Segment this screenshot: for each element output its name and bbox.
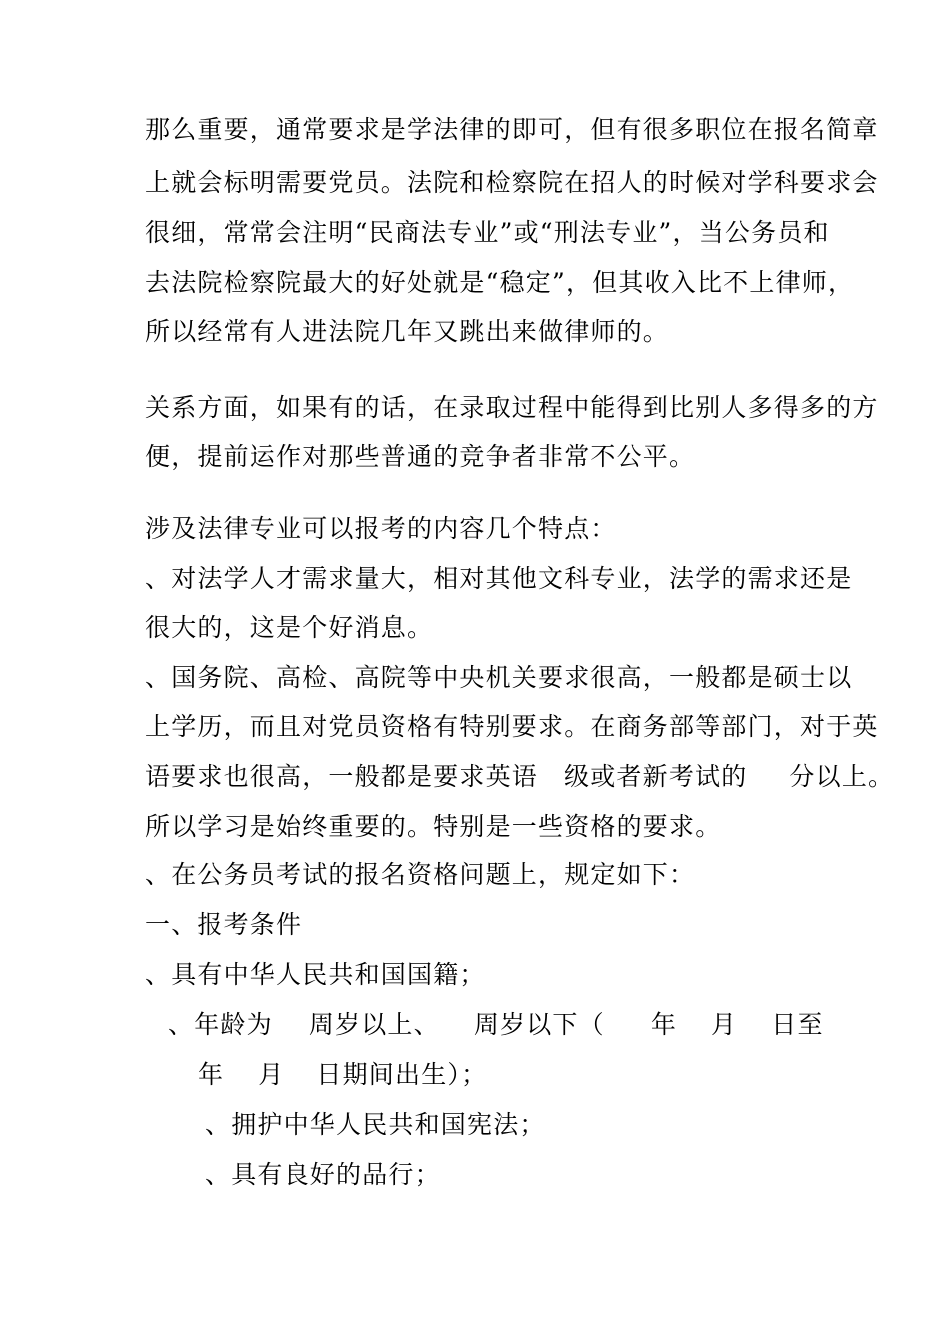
- paragraph-line: 涉及法律专业可以报考的内容几个特点：: [145, 514, 617, 543]
- text-segment: 月: [258, 1060, 285, 1089]
- paragraph-line: 去法院检察院最大的好处就是“稳定”，但其收入比不上律师，: [145, 268, 855, 297]
- section-heading: 一、报考条件: [145, 910, 303, 939]
- text-segment: 周岁以下（: [473, 1010, 605, 1039]
- text-segment: 分以上。: [789, 762, 895, 791]
- text-segment: 年: [650, 1010, 678, 1039]
- paragraph-line: 所以经常有人进法院几年又跳出来做律师的。: [145, 317, 670, 346]
- paragraph-line: 关系方面，如果有的话，在录取过程中能得到比别人多得多的方: [145, 393, 879, 422]
- list-item-line: 上学历，而且对党员资格有特别要求。在商务部等部门，对于英: [145, 712, 879, 741]
- list-item-line: 、国务院、高检、高院等中央机关要求很高，一般都是硕士以: [145, 663, 853, 692]
- condition-item: 、拥护中华人民共和国宪法；: [205, 1110, 546, 1139]
- paragraph-line: 那么重要，通常要求是学法律的即可，但有很多职位在报名简章: [145, 115, 879, 144]
- paragraph-line: 上就会标明需要党员。法院和检察院在招人的时候对学科要求会: [145, 168, 879, 197]
- paragraph-line: 很细，常常会注明“民商法专业”或“刑法专业”，当公务员和: [145, 218, 830, 247]
- condition-item: 、具有中华人民共和国国籍；: [145, 960, 486, 989]
- text-segment: 月: [711, 1010, 738, 1039]
- text-segment: 年: [198, 1060, 225, 1089]
- text-segment: 语要求也很高，一般都是要求英语: [145, 762, 539, 791]
- list-item-line: [145, 762, 894, 792]
- condition-item: 、具有良好的品行；: [205, 1160, 441, 1189]
- condition-item: [168, 1010, 824, 1040]
- paragraph-line: 便，提前运作对那些普通的竞争者非常不公平。: [145, 442, 696, 471]
- list-item-line: 很大的，这是个好消息。: [145, 613, 434, 642]
- text-segment: 周岁以上、: [308, 1010, 440, 1039]
- text-segment: 日至: [771, 1010, 824, 1039]
- text-segment: 、年龄为: [168, 1010, 273, 1039]
- condition-item: [198, 1060, 487, 1090]
- text-segment: 级或者新考试的: [564, 762, 748, 791]
- list-item-line: 、在公务员考试的报名资格问题上，规定如下：: [145, 860, 696, 889]
- list-item-line: 所以学习是始终重要的。特别是一些资格的要求。: [145, 812, 722, 841]
- text-segment: 日期间出生）；: [316, 1060, 488, 1089]
- list-item-line: 、对法学人才需求量大，相对其他文科专业，法学的需求还是: [145, 564, 853, 593]
